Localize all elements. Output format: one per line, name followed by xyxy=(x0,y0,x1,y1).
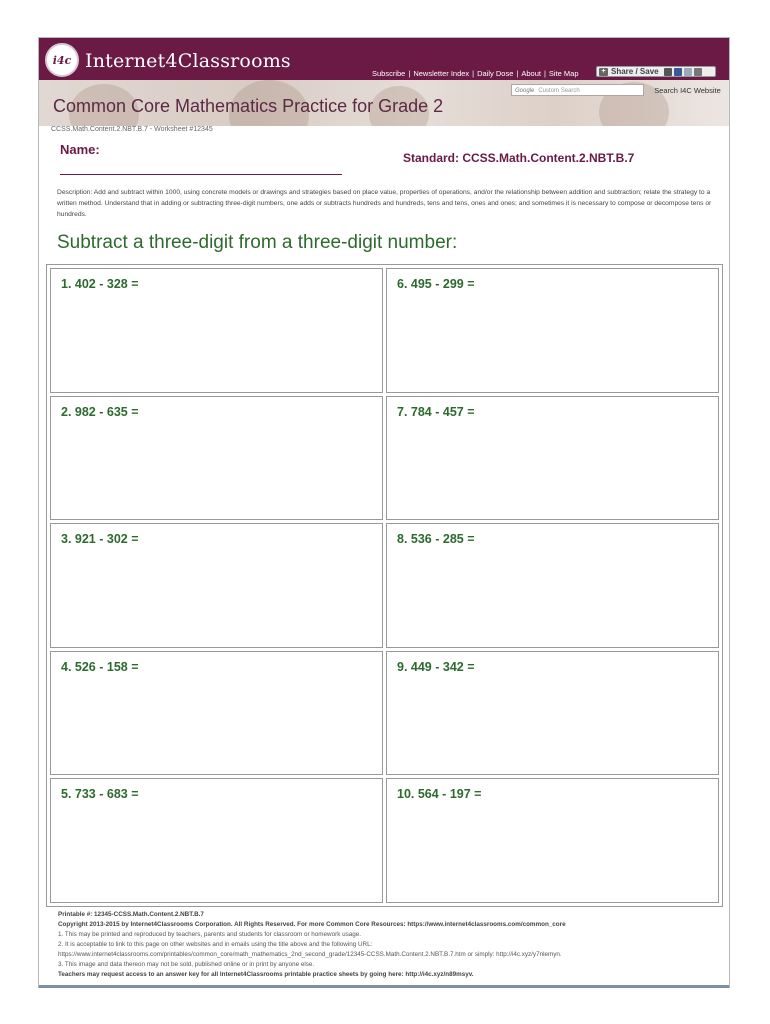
top-nav: Subscribe | Newsletter Index | Daily Dose | About | Site Map xyxy=(372,69,579,78)
email-icon[interactable] xyxy=(664,68,672,76)
nav-about[interactable]: About xyxy=(521,69,541,78)
problem-cell xyxy=(386,268,719,393)
logo-text: i4c xyxy=(52,53,72,67)
problem-text: 10. 564 - 197 = xyxy=(397,787,482,802)
problem-cell xyxy=(50,651,383,776)
search-placeholder: Custom Search xyxy=(538,88,580,94)
footer-note-3: 3. This image and data thereon may not be sold, published online or in print by anyone else. xyxy=(58,961,315,968)
footer-note-2-url[interactable]: https://www.internet4classrooms.com/printables/common_core/math_mathematics_2nd_second_grade/12345-CCSS.Math.Content.2.NBT.B.7.htm or simply: http://i4c.xyz/y7nlemyn. xyxy=(58,951,562,958)
problem-cell xyxy=(50,268,383,393)
twitter-icon[interactable] xyxy=(684,68,692,76)
name-line xyxy=(60,174,342,175)
problem-grid xyxy=(46,264,723,907)
problem-cell xyxy=(386,396,719,521)
problem-cell xyxy=(386,651,719,776)
search-button[interactable]: Search I4C Website xyxy=(654,86,721,95)
problem-text: 5. 733 - 683 = xyxy=(61,787,139,802)
problem-cell xyxy=(386,778,719,903)
problem-text: 1. 402 - 328 = xyxy=(61,277,139,291)
nav-daily-dose[interactable]: Daily Dose xyxy=(477,69,514,78)
nav-subscribe[interactable]: Subscribe xyxy=(372,69,406,78)
problem-cell xyxy=(386,523,719,648)
problem-text: 6. 495 - 299 = xyxy=(397,277,475,291)
worksheet-id: CCSS.Math.Content.2.NBT.B.7 - Worksheet #12345 xyxy=(51,126,213,133)
nav-site-map[interactable]: Site Map xyxy=(548,69,579,78)
name-label: Name: xyxy=(60,142,100,157)
printable-number: Printable #: 12345-CCSS.Math.Content.2.NBT.B.7 xyxy=(58,911,204,918)
bottom-rule xyxy=(39,985,729,988)
facebook-icon[interactable] xyxy=(674,68,682,76)
problem-text: 9. 449 - 342 = xyxy=(397,659,475,674)
footer xyxy=(58,910,718,980)
footer-note-1: 1. This may be printed and reproduced by teachers, parents and students for classroom or homework usage. xyxy=(58,931,361,938)
logo-icon[interactable] xyxy=(45,43,79,77)
problem-text: 2. 982 - 635 = xyxy=(61,404,139,419)
search-input[interactable] xyxy=(511,84,644,96)
copyright: Copyright 2013-2015 by Internet4Classrooms Corporation. All Rights Reserved. For more Common Core Resources: https://www.internet4classrooms.com/common_core xyxy=(58,921,566,928)
share-label: Share / Save xyxy=(611,67,659,76)
description: Description: Add and subtract within 1000, using concrete models or drawings and strategies based on place value, properties of operations, and/or the relationship between addition and subtraction; relate the strategy to a written method. Understand that in adding or subtracting three-digit numbers, one adds or subtracts hundreds and hundreds, tens and tens, ones and ones; and sometimes it is necessary to compose or decompose tens or hundreds. xyxy=(57,189,712,218)
answer-key-note[interactable]: Teachers may request access to an answer key for all Internet4Classrooms printable practice sheets by going here: http://i4c.xyz/n89msyv. xyxy=(58,971,474,978)
problem-cell xyxy=(50,396,383,521)
problem-cell xyxy=(50,778,383,903)
section-title: Subtract a three-digit from a three-digit number: xyxy=(57,232,458,253)
problem-text: 7. 784 - 457 = xyxy=(397,404,475,419)
share-save-button[interactable] xyxy=(596,66,716,77)
problem-cell xyxy=(50,523,383,648)
google-logo: Google xyxy=(515,88,535,94)
plus-icon: + xyxy=(599,68,608,76)
page-title: Common Core Mathematics Practice for Grade 2 xyxy=(53,96,444,116)
problem-text: 4. 526 - 158 = xyxy=(61,659,139,674)
site-name[interactable]: Internet4Classrooms xyxy=(85,50,291,72)
worksheet-page xyxy=(38,37,730,988)
footer-note-2: 2. It is acceptable to link to this page on other websites and in emails using the title above and the following URL: xyxy=(58,941,373,948)
problem-text: 3. 921 - 302 = xyxy=(61,532,139,547)
problem-text: 8. 536 - 285 = xyxy=(397,532,475,547)
nav-newsletter-index[interactable]: Newsletter Index xyxy=(413,69,470,78)
standard-label: Standard: CCSS.Math.Content.2.NBT.B.7 xyxy=(403,151,635,165)
more-icon[interactable] xyxy=(694,68,702,76)
header-banner xyxy=(39,38,729,126)
